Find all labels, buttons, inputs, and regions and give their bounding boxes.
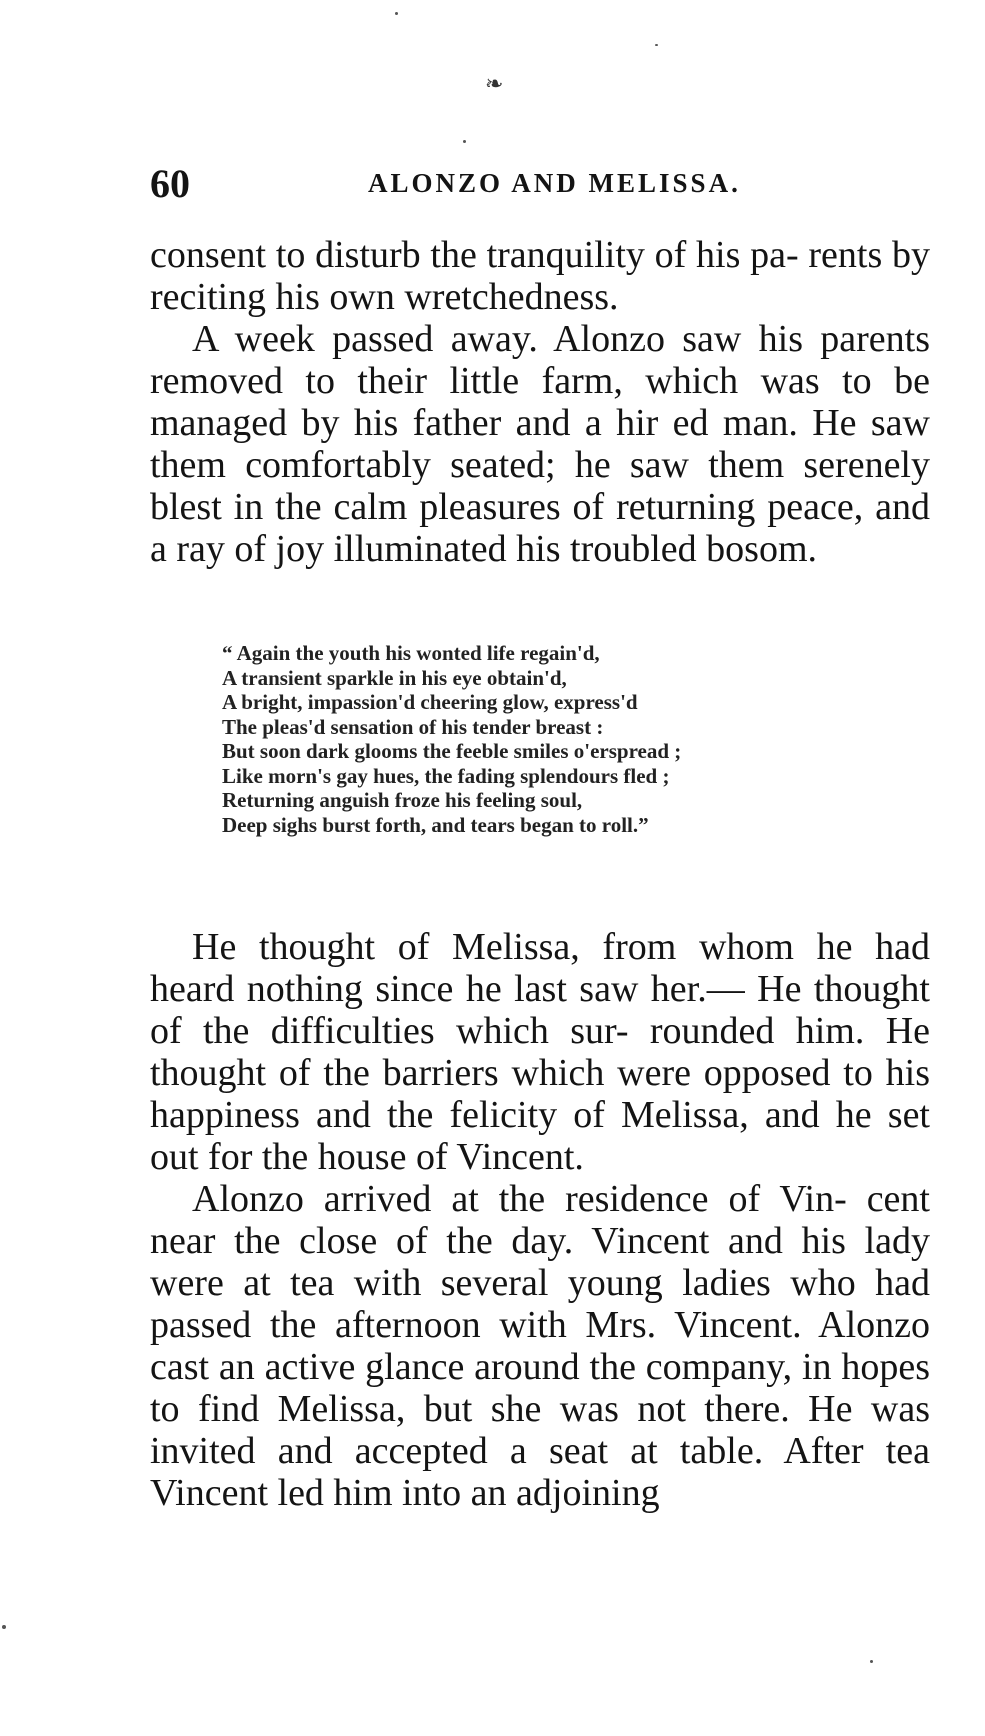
paper-speck [655, 44, 658, 46]
poem-line: Deep sighs burst forth, and tears began to roll.” [222, 812, 649, 837]
text-block-bottom [150, 926, 930, 1514]
poem-line: The pleas'd sensation of his tender breast : [222, 714, 604, 739]
page-header [150, 160, 910, 210]
paper-speck [395, 12, 398, 15]
running-title: ALONZO AND MELISSA. [368, 168, 741, 198]
paper-speck [463, 140, 466, 143]
paragraph: consent to disturb the tranquility of his pa- rents by reciting his own wretchedness. [150, 234, 930, 318]
paragraph: He thought of Melissa, from whom he had heard nothing since he last saw her.— He thought of the difficulties which sur- rounded him. He thought of the barriers which were opposed to his happiness and the felicity of Melissa, and he set out for the house of Vincent. [150, 926, 930, 1178]
poem-quotation [222, 641, 882, 837]
text-block-top [150, 234, 930, 570]
poem-line: Returning anguish froze his feeling soul, [222, 788, 583, 812]
paper-speck [2, 1625, 6, 1629]
poem-line: But soon dark glooms the feeble smiles o'erspread ; [222, 739, 682, 763]
poem-line: A bright, impassion'd cheering glow, express'd [222, 690, 638, 714]
paper-speck [870, 1660, 873, 1663]
poem-line: “ Again the youth his wonted life regain'd, [222, 641, 600, 665]
ornament-icon: ❧ [485, 72, 504, 97]
poem-line: A transient sparkle in his eye obtain'd, [222, 665, 567, 690]
page-number: 60 [150, 161, 190, 206]
paragraph: Alonzo arrived at the residence of Vin- cent near the close of the day. Vincent and his lady were at tea with several young ladies who had passed the afternoon with Mrs. Vincent. Alonzo cast an active glance around the company, in hopes to find Melissa, but she was not there. He was invited and accepted a seat at table. After tea Vincent led him into an adjoining [150, 1178, 930, 1514]
paragraph: A week passed away. Alonzo saw his parents removed to their little farm, which was to be managed by his father and a hir ed man. He saw them comfortably seated; he saw them serenely blest in the calm pleasures of returning peace, and a ray of joy illuminated his troubled bosom. [150, 318, 930, 570]
poem-line: Like morn's gay hues, the fading splendours fled ; [222, 763, 670, 788]
